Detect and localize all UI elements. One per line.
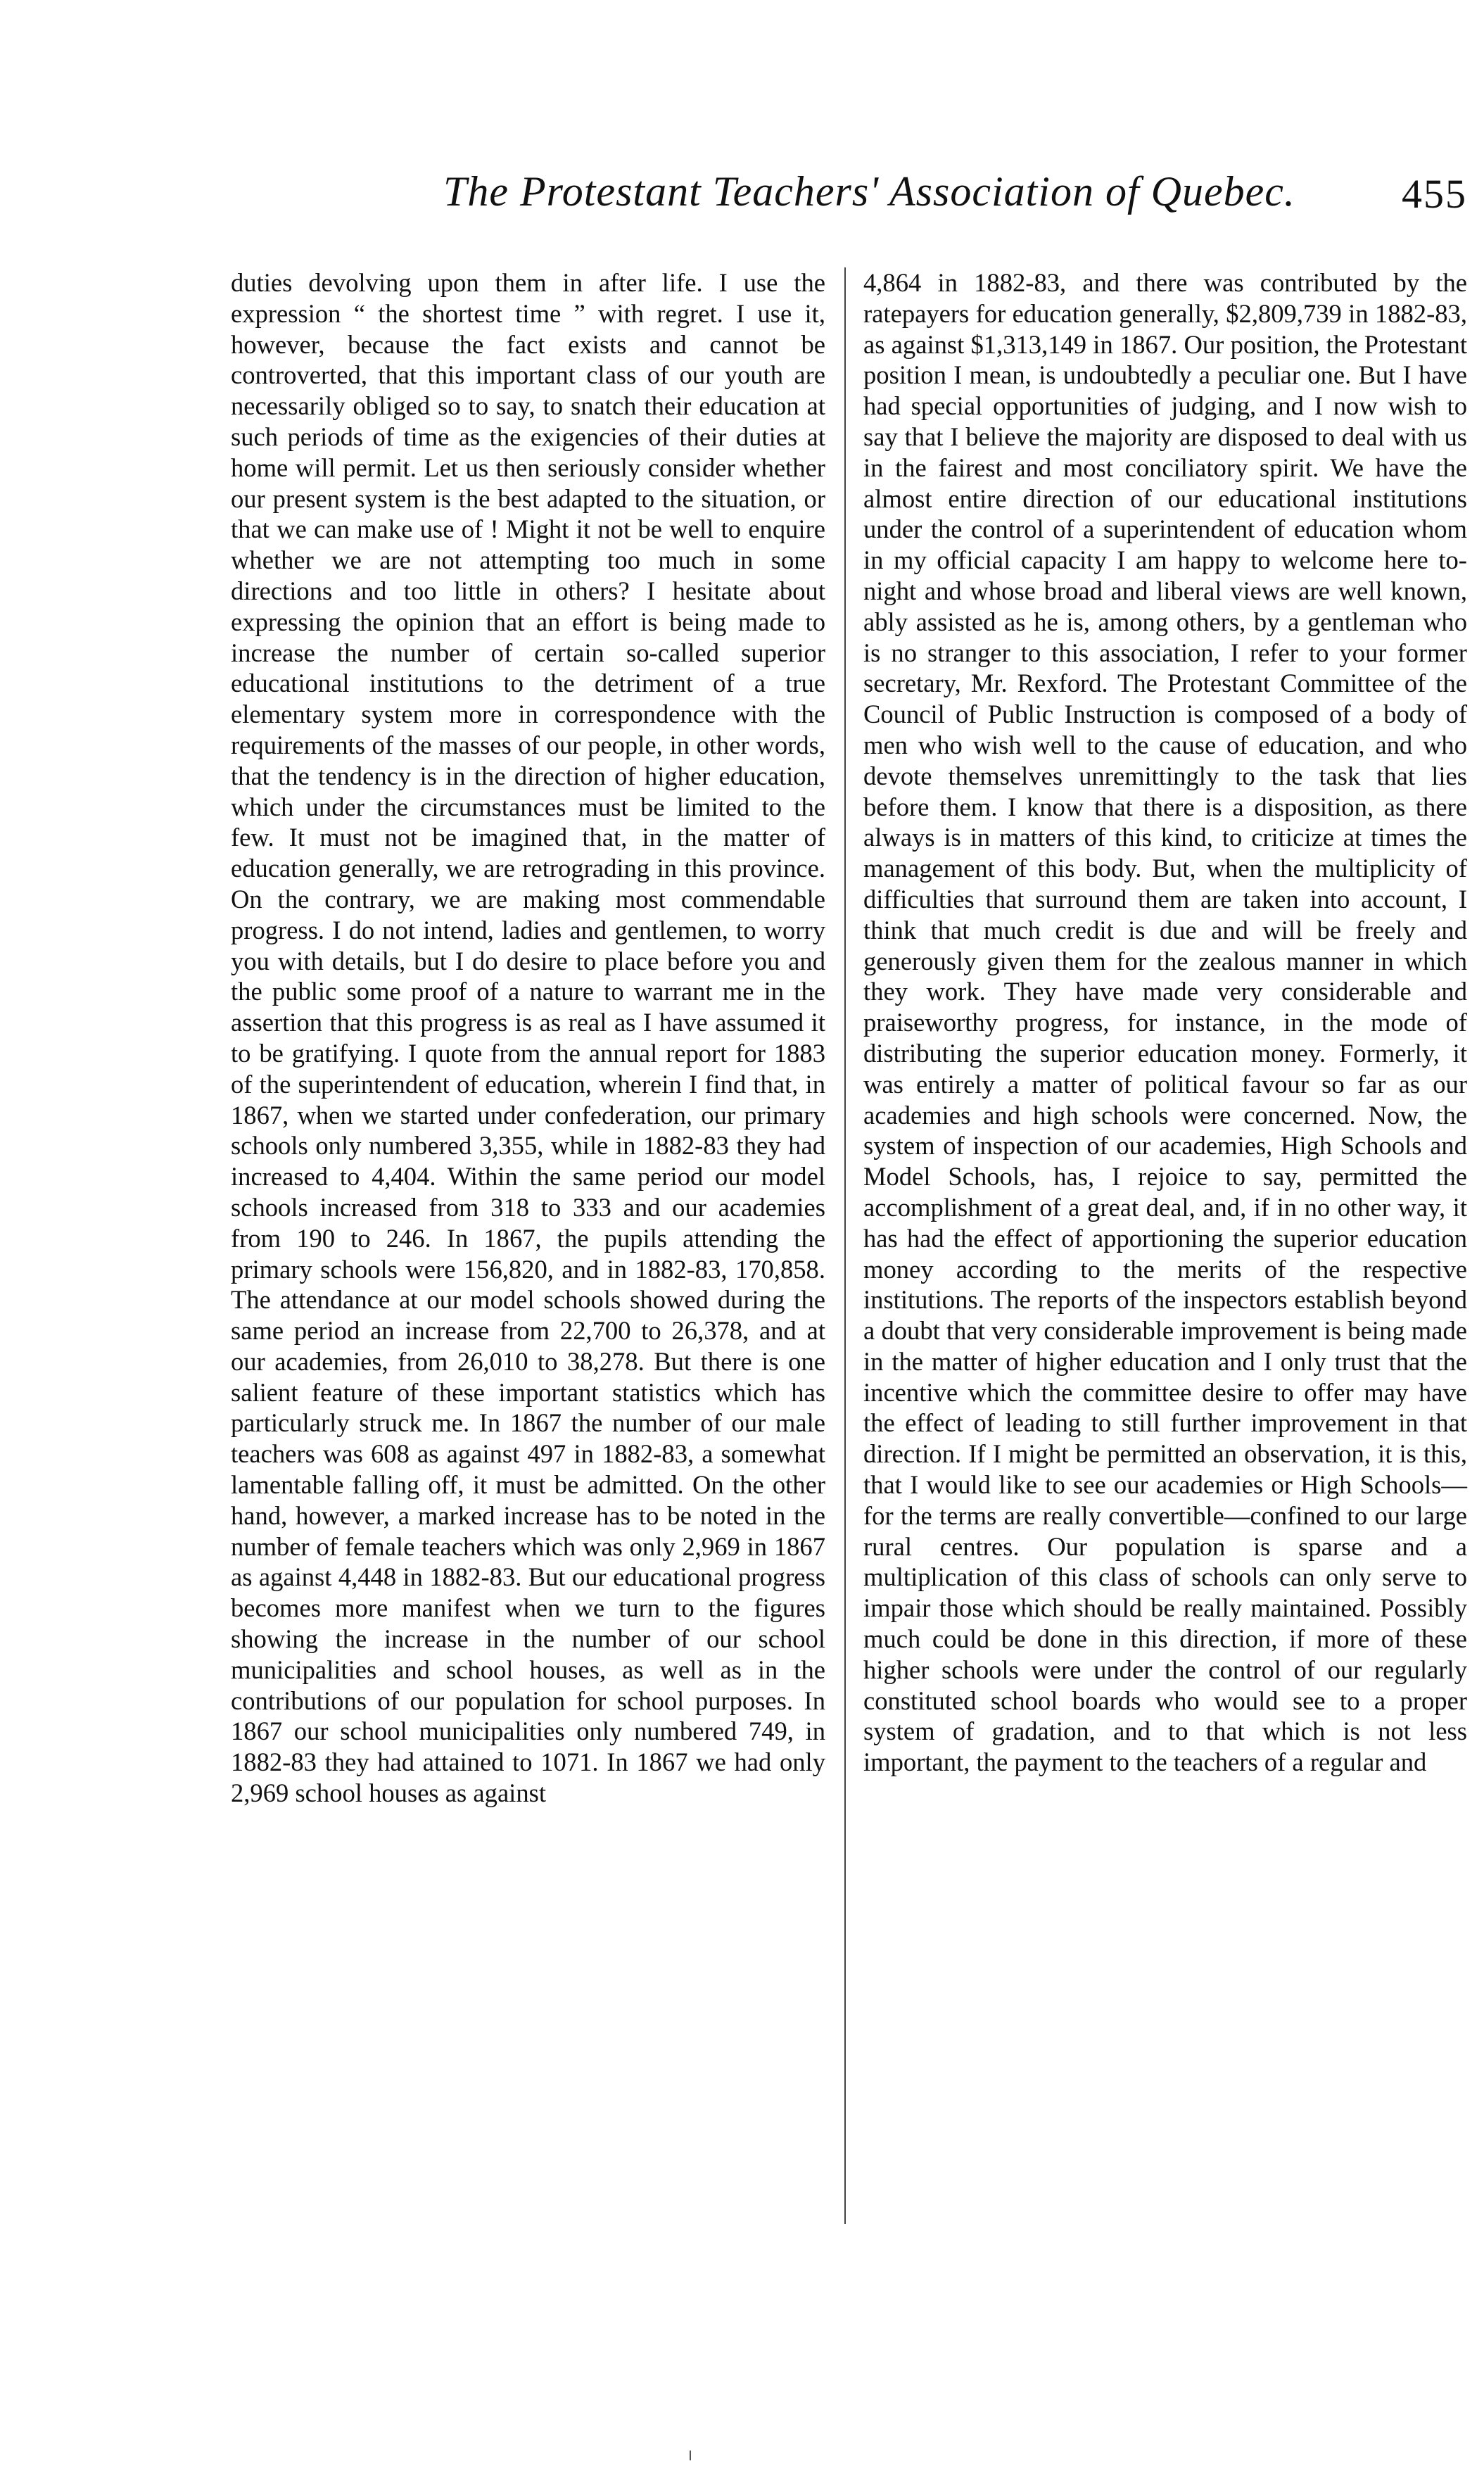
right-column-text: 4,864 in 1882-83, and there was contributed by the ratepayers for education generally, $2,809,739 in 1882-83, as against $1,313,149 in 1867. Our position, the Protestant position I mean, is undoubtedly a peculiar one. But I have had special opportunities of judging, and I now wish to say that I believe the majority are disposed to deal with us in the fairest and most conciliatory spirit. We have the almost entire direction of our educational institutions under the control of a superintendent of education whom in my official capacity I am happy to welcome here to-night and whose broad and liberal views are well known, ably assisted as he is, among others, by a gentleman who is no stranger to this association, I refer to your former secretary, Mr. Rexford. The Protestant Committee of the Council of Public Instruction is composed of a body of men who wish well to the cause of education, and who devote themselves unremittingly to the task that lies before them. I know that there is a disposition, as there always is in matters of this kind, to criticize at times the management of this body. But, when the multiplicity of difficulties that surround them are taken into account, I think that much credit is due and will be freely and generously given them for the zealous manner in which they work. They have made very considerable and praiseworthy progress, for instance, in the mode of distributing the superior education money. Formerly, it was entirely a matter of political favour so far as our academies and high schools were concerned. Now, the system of inspection of our academies, High Schools and Model Schools, has, I rejoice to say, permitted the accomplishment of a great deal, and, if in no other way, it has had the effect of apportioning the superior education money according to the merits of the respective institutions. The reports of the inspectors establish beyond a doubt that very considerable improvement is being made in the matter of higher education and I only trust that the incentive which the committee desire to offer may have the effect of leading to still further improvement in that direction. If I might be permitted an observation, it is this, that I would like to see our academies or High Schools—for the terms are really convertible—confined to our large rural centres. Our population is sparse and a multiplication of this class of schools can only serve to impair those which should be really maintained. Possibly much could be done in this direction, if more of these higher schools were under the control of our regularly constituted school boards who would see to a proper system of gradation, and to that which is not less important, the payment to the teachers of a regular and: [863, 268, 1467, 1777]
column-divider: [844, 267, 846, 2224]
running-head: [232, 167, 1467, 231]
print-mark: [690, 2451, 691, 2460]
left-column-text: duties devolving upon them in after life. I use the expression “ the shortest time ” with regret. I use it, however, because the fact exists and cannot be controverted, that this important class of our youth are necessarily obliged so to say, to snatch their education at such periods of time as the exigencies of their duties at home will permit. Let us then seriously consider whether our present system is the best adapted to the situation, or that we can make use of ! Might it not be well to enquire whether we are not attempting too much in some directions and too little in others? I hesitate about expressing the opinion that an effort is being made to increase the number of certain so-called superior educational institutions to the detriment of a true elementary system more in correspondence with the requirements of the masses of our people, in other words, that the tendency is in the direction of higher education, which under the circumstances must be limited to the few. It must not be imagined that, in the matter of education generally, we are retrograding in this province. On the contrary, we are making most commendable progress. I do not intend, ladies and gentlemen, to worry you with details, but I do desire to place before you and the public some proof of a nature to warrant me in the assertion that this progress is as real as I have assumed it to be gratifying. I quote from the annual report for 1883 of the superintendent of education, wherein I find that, in 1867, when we started under confederation, our primary schools only numbered 3,355, while in 1882-83 they had increased to 4,404. Within the same period our model schools increased from 318 to 333 and our academies from 190 to 246. In 1867, the pupils attending the primary schools were 156,820, and in 1882-83, 170,858. The attendance at our model schools showed during the same period an increase from 22,700 to 26,378, and at our academies, from 26,010 to 38,278. But there is one salient feature of these important statistics which has particularly struck me. In 1867 the number of our male teachers was 608 as against 497 in 1882-83, a somewhat lamentable falling off, it must be admitted. On the other hand, however, a marked increase has to be noted in the number of female teachers which was only 2,969 in 1867 as against 4,448 in 1882-83. But our educational progress becomes more manifest when we turn to the figures showing the increase in the number of our school municipalities and school houses, as well as in the contributions of our population for school purposes. In 1867 our school municipalities only numbered 749, in 1882-83 they had attained to 1071. In 1867 we had only 2,969 school houses as against: [231, 268, 825, 1808]
page-number: 455: [1402, 171, 1467, 217]
running-title: The Protestant Teachers' Association of Quebec.: [443, 168, 1295, 215]
